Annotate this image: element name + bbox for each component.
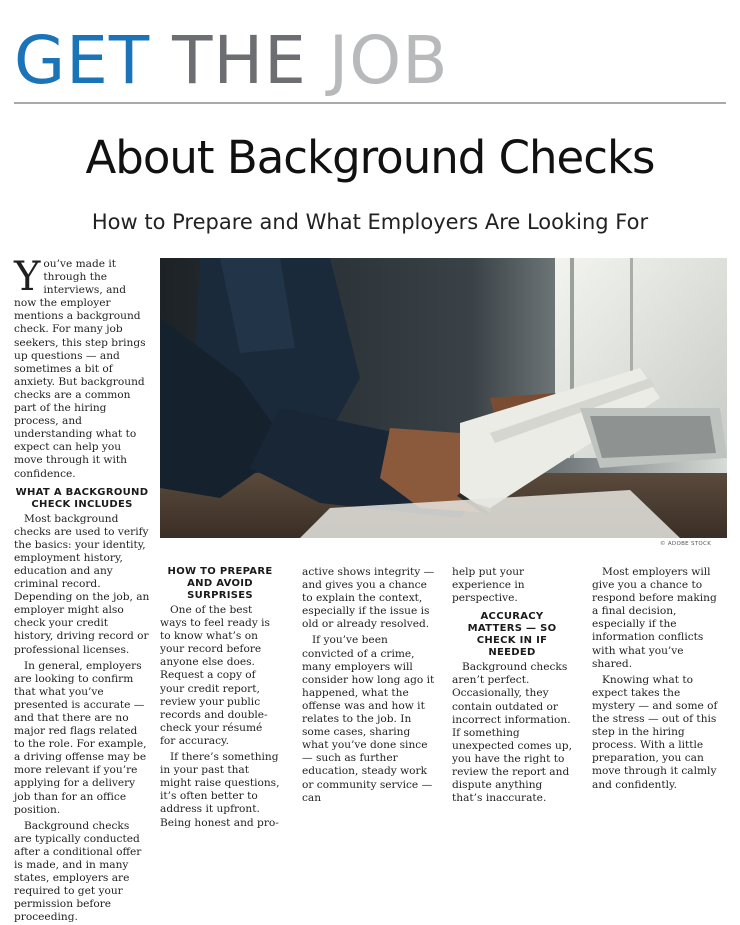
paragraph: One of the best ways to feel ready is to know what’s on your record before anyone else does. Request a copy of your credit report, review your public records and double-check your résumé for accuracy. — [160, 604, 270, 747]
photo-credit: © ADOBE STOCK — [660, 541, 712, 547]
intro-paragraph — [14, 254, 150, 481]
section-heading-prepare: HOW TO PREPARE AND AVOID SURPRISES — [167, 566, 273, 601]
article-column-2 — [160, 566, 280, 830]
article-headline: About Background Checks — [85, 131, 655, 184]
article-column-4 — [452, 566, 572, 805]
paragraph: In general, employers are looking to confirm that what you’ve presented is accurate — and that there are no major red flags related to the role. For example, a driving offense may be more relevant if you’re applying for a delivery job than for an office position. — [14, 659, 147, 816]
article-column-5 — [592, 566, 726, 792]
paragraph: Most employers will give you a chance to respond before making a final decision, especially if the information conflicts with what you’ve shared. — [592, 566, 717, 670]
section-heading-accuracy: ACCURACY MATTERS — SO CHECK IN IF NEEDED — [467, 611, 557, 659]
paragraph: If there’s something in your past that might raise questions, it’s often better to address it upfront. Being honest and pro- — [160, 751, 280, 829]
article-photo — [160, 258, 727, 538]
intro-text: ou’ve made it through the interviews, and now the employer mentions a background check. For many job seekers, this step brings up questions — and sometimes a bit of anxiety. But background checks are a common part of the hiring process, and understanding what to expect can help you move through it with confidence. — [14, 258, 146, 480]
paragraph: If you’ve been convicted of a crime, many employers will consider how long ago it happened, what the offense was and how it relates to the job. In some cases, sharing what you’ve done since — such as further education, steady work or community service — can — [302, 634, 435, 804]
paragraph: Background checks are typically conducted after a conditional offer is made, and in many states, employers are required to get your permission before proceeding. — [14, 819, 142, 924]
paragraph: help put your experience in perspective. — [452, 566, 525, 605]
banner-word-job: JOB — [328, 22, 449, 99]
banner-word-get: GET — [14, 22, 151, 99]
banner-word-the: THE — [172, 22, 307, 99]
paragraph: Most background checks are used to verify the basics: your identity, employment history, education and any criminal record. Depending on the job, an employer might also check your credit history, driving record or professional licenses. — [14, 512, 150, 656]
section-heading-includes: WHAT A BACKGROUND CHECK INCLUDES — [15, 486, 149, 510]
photo-illustration — [160, 258, 727, 538]
article-column-1 — [14, 254, 150, 925]
drop-cap: Y — [14, 254, 41, 300]
paragraph: active shows integrity — and gives you a chance to explain the context, especially if the issue is old or already resolved. — [302, 566, 435, 631]
article-subhead: How to Prepare and What Employers Are Looking For — [91, 210, 649, 234]
paragraph: Background checks aren’t perfect. Occasionally, they contain outdated or incorrect information. If something unexpected comes up, you have the right to review the report and dispute anything that’s inaccurate. — [452, 661, 572, 805]
paragraph: Knowing what to expect takes the mystery — and some of the stress — out of this step in the hiring process. With a little preparation, you can move through it calmly and confidently. — [592, 673, 718, 791]
article-column-3 — [302, 566, 438, 805]
banner-divider — [14, 102, 726, 104]
section-banner — [14, 22, 449, 99]
